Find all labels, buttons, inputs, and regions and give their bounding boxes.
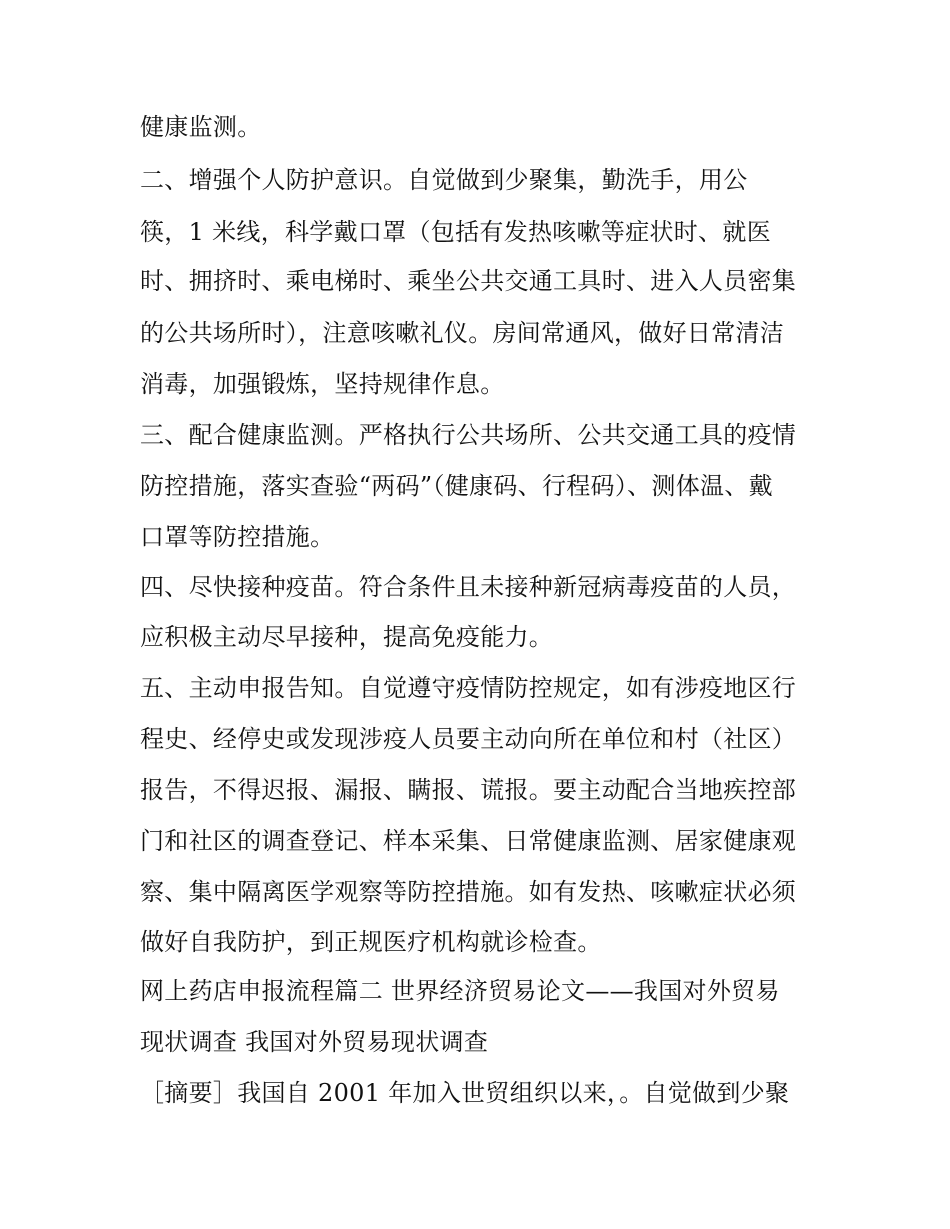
text-line-7: 三、配合健康监测。严格执行公共场所、公共交通工具的疫情 <box>140 421 797 449</box>
text-line-20: ［摘要］我国自 2001 年加入世贸组织以来，。自觉做到少聚 <box>140 1079 790 1107</box>
text-line-10: 四、尽快接种疫苗。符合条件且未接种新冠病毒疫苗的人员， <box>140 573 797 601</box>
text-line-13: 程史、经停史或发现涉疫人员要主动向所在单位和村（社区） <box>140 725 797 753</box>
text-line-11: 应积极主动尽早接种，提高免疫能力。 <box>140 623 554 651</box>
text-line-1: 健康监测。 <box>140 113 262 141</box>
text-line-9: 口罩等防控措施。 <box>140 523 335 551</box>
text-line-14: 报告，不得迟报、漏报、瞒报、谎报。要主动配合当地疾控部 <box>140 776 797 804</box>
text-line-16: 察、集中隔离医学观察等防控措施。如有发热、咳嗽症状必须 <box>140 878 797 906</box>
text-line-5: 的公共场所时），注意咳嗽礼仪。房间常通风，做好日常清洁 <box>140 319 785 347</box>
text-line-15: 门和社区的调查登记、样本采集、日常健康监测、居家健康观 <box>140 827 797 855</box>
text-line-4: 时、拥挤时、乘电梯时、乘坐公共交通工具时、进入人员密集 <box>140 267 797 295</box>
text-line-17: 做好自我防护，到正规医疗机构就诊检查。 <box>140 928 602 956</box>
text-line-8: 防控措施，落实查验“两码”（健康码、行程码）、测体温、戴 <box>140 472 773 500</box>
text-line-19: 现状调查 我国对外贸易现状调查 <box>140 1028 489 1056</box>
text-line-3: 筷，1 米线，科学戴口罩（包括有发热咳嗽等症状时、就医 <box>140 218 771 246</box>
text-line-6: 消毒，加强锻炼，坚持规律作息。 <box>140 370 505 398</box>
text-line-12: 五、主动申报告知。自觉遵守疫情防控规定，如有涉疫地区行 <box>140 674 797 702</box>
text-line-2: 二、增强个人防护意识。自觉做到少聚集，勤洗手，用公 <box>140 166 748 194</box>
text-line-18: 网上药店申报流程篇二 世界经济贸易论文——我国对外贸易 <box>140 977 780 1005</box>
